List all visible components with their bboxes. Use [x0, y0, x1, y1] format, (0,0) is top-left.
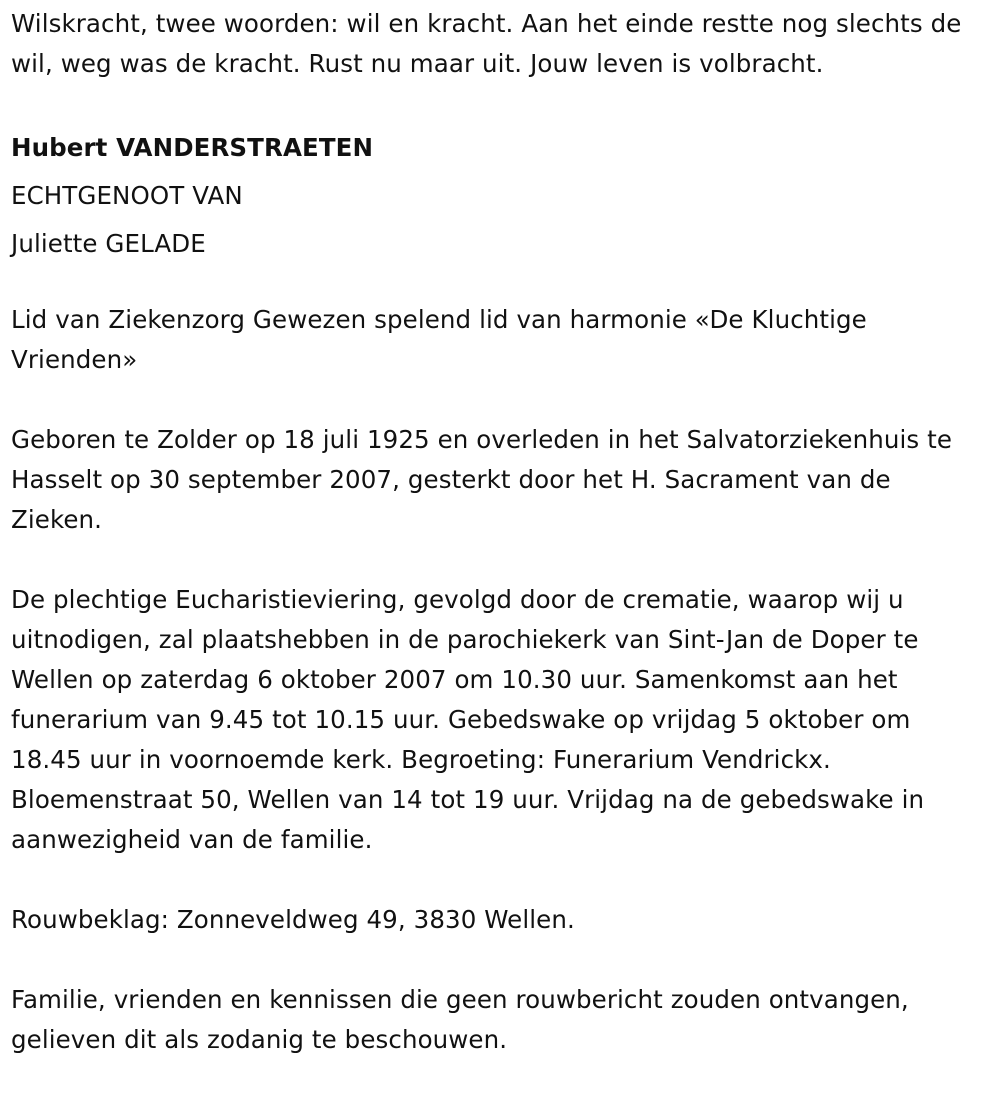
deceased-name: Hubert VANDERSTRAETEN — [11, 133, 374, 162]
memberships-paragraph: Lid van Ziekenzorg Gewezen spelend lid van harmonie «De Kluchtige Vrienden» — [11, 305, 867, 374]
opening-quote: Wilskracht, twee woorden: wil en kracht. Aan het einde restte nog slechts de wil, weg was de kracht. Rust nu maar uit. Jouw leven is volbracht. — [11, 9, 962, 78]
relation-label: ECHTGENOOT VAN — [11, 181, 243, 210]
birth-death-paragraph: Geboren te Zolder op 18 juli 1925 en overleden in het Salvatorziekenhuis te Hasselt op 30 september 2007, gesterkt door het H. Sacrament van de Zieken. — [11, 425, 952, 534]
condolences-address: Rouwbeklag: Zonneveldweg 49, 3830 Wellen. — [11, 905, 575, 934]
name-block — [11, 124, 988, 268]
closing-note: Familie, vrienden en kennissen die geen rouwbericht zouden ontvangen, gelieven dit als zodanig te beschouwen. — [11, 985, 909, 1054]
spouse-name: Juliette GELADE — [11, 229, 206, 258]
ceremony-paragraph: De plechtige Eucharistieviering, gevolgd door de crematie, waarop wij u uitnodigen, zal plaatshebben in de parochiekerk van Sint-Jan de Doper te Wellen op zaterdag 6 oktober 2007 om 10.30 uur. Samenkomst aan het funerarium van 9.45 tot 10.15 uur. Gebedswake op vrijdag 5 oktober om 18.45 uur in voornoemde kerk. Begroeting: Funerarium Vendrickx. Bloemenstraat 50, Wellen van 14 tot 19 uur. Vrijdag na de gebedswake in aanwezigheid van de familie. — [11, 585, 925, 854]
